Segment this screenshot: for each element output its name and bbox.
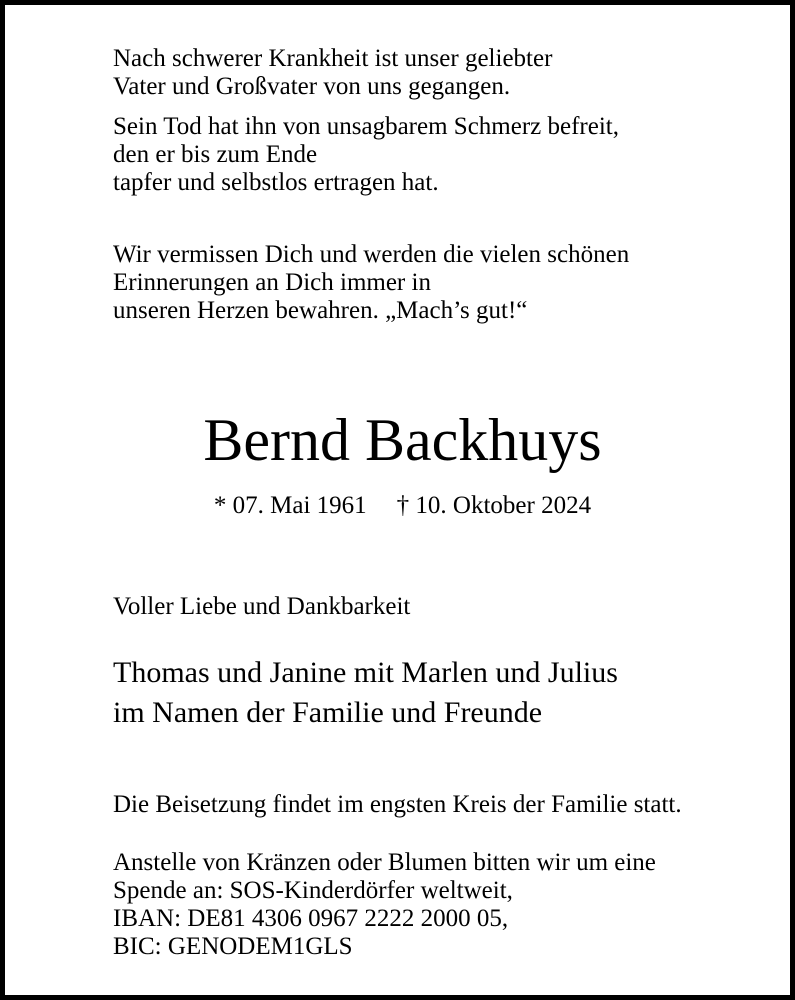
burial-notice: Die Beisetzung findet im engsten Kreis der Familie statt. [113,791,682,818]
closing-sentiment: Voller Liebe und Dankbarkeit [113,593,411,620]
deceased-name: Bernd Backhuys [203,407,602,473]
intro-paragraph-memories: Wir vermissen Dich und werden die vielen schönen Erinnerungen an Dich immer in unseren Herzen bewahren. „Mach’s gut!“ [113,241,630,324]
donation-notice: Anstelle von Kränzen oder Blumen bitten wir um eine Spende an: SOS-Kinderdörfer weltweit, IBAN: DE81 4306 0967 2222 2000 05, BIC: GENODEM1GLS [113,849,656,960]
birth-date: * 07. Mai 1961 [213,492,367,519]
death-date: † 10. Oktober 2024 [396,492,592,519]
intro-paragraph-pain: Sein Tod hat ihn von unsagbarem Schmerz befreit, den er bis zum Ende tapfer und selbstlos ertragen hat. [113,113,619,196]
family-signature: Thomas und Janine mit Marlen und Julius im Namen der Familie und Freunde [113,656,618,729]
intro-paragraph-illness: Nach schwerer Krankheit ist unser geliebter Vater und Großvater von uns gegangen. [113,45,553,100]
life-dates [5,491,795,521]
